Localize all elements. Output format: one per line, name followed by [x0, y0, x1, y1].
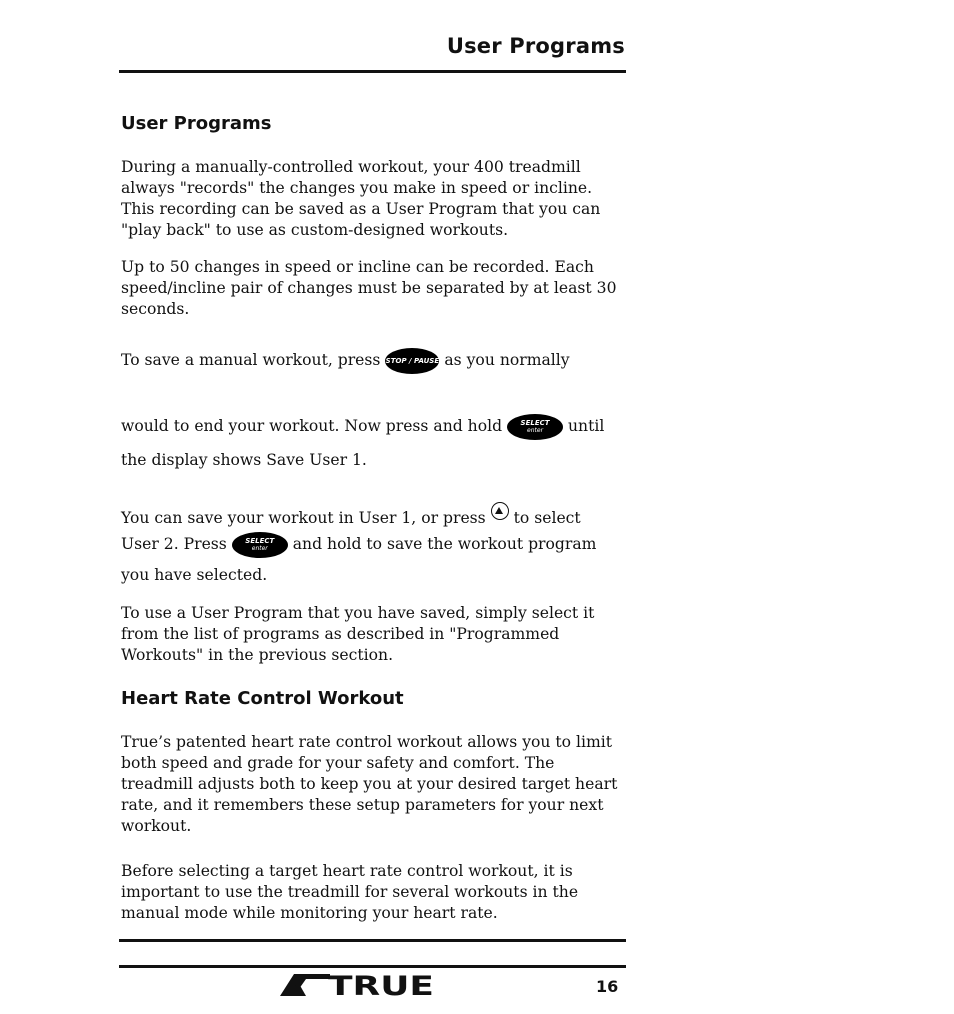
section-heading-user-programs: User Programs — [121, 113, 272, 134]
footer-rule-bottom — [119, 965, 626, 968]
page-header-title: User Programs — [446, 34, 625, 58]
header-rule — [119, 70, 626, 73]
text-fragment: to select — [513, 509, 581, 527]
page-number: 16 — [596, 977, 619, 996]
text-fragment: To save a manual workout, press — [121, 351, 381, 369]
user-select-line-3: you have selected. — [121, 566, 268, 584]
text-fragment: You can save your workout in User 1, or press — [121, 509, 486, 527]
select-enter-button-icon — [507, 414, 563, 440]
footer-rule-top — [119, 939, 626, 942]
true-logo — [280, 974, 434, 996]
select-label: SELECT — [520, 419, 550, 427]
text-fragment: as you normally — [444, 351, 570, 369]
text-fragment: and hold to save the workout program — [292, 535, 597, 553]
stop-pause-button-icon: STOP / PAUSE — [385, 348, 439, 374]
enter-label: enter — [251, 545, 268, 552]
true-logo-icon — [280, 974, 434, 996]
user-select-line-1 — [121, 502, 581, 527]
user-select-line-2 — [121, 532, 596, 558]
enter-label: enter — [527, 427, 544, 434]
text-fragment: until — [568, 417, 605, 435]
paragraph-heart-rate-setup: Before selecting a target heart rate control workout, it is important to use the treadmill for several workouts in the manual mode while monitoring your heart rate. — [121, 862, 579, 922]
up-arrow-icon — [491, 502, 509, 520]
save-instruction-line-3: the display shows Save User 1. — [121, 451, 367, 469]
paragraph-changes: Up to 50 changes in speed or incline can be recorded. Each speed/incline pair of changes must be separated by at least 30 seconds. — [121, 258, 617, 318]
paragraph-heart-rate-intro: True’s patented heart rate control workout allows you to limit both speed and grade for your safety and comfort. The treadmill adjusts both to keep you at your desired target heart rate, and it remembers these setup parameters for your next workout. — [121, 733, 618, 835]
select-label: SELECT — [245, 537, 275, 545]
section-heading-heart-rate: Heart Rate Control Workout — [121, 688, 404, 709]
paragraph-use-program: To use a User Program that you have saved, simply select it from the list of programs as described in "Programmed Workouts" in the previous section. — [121, 604, 595, 664]
paragraph-intro: During a manually-controlled workout, your 400 treadmill always "records" the changes you make in speed or incline. This recording can be saved as a User Program that you can "play back" to use as custom-designed workouts. — [121, 158, 601, 239]
text-fragment: User 2. Press — [121, 535, 227, 553]
text-fragment: would to end your workout. Now press and hold — [121, 417, 503, 435]
save-instruction-line-2 — [121, 414, 604, 440]
select-enter-button-icon — [232, 532, 288, 558]
save-instruction-line-1 — [121, 348, 570, 374]
brand-text: TRUE — [328, 974, 434, 996]
